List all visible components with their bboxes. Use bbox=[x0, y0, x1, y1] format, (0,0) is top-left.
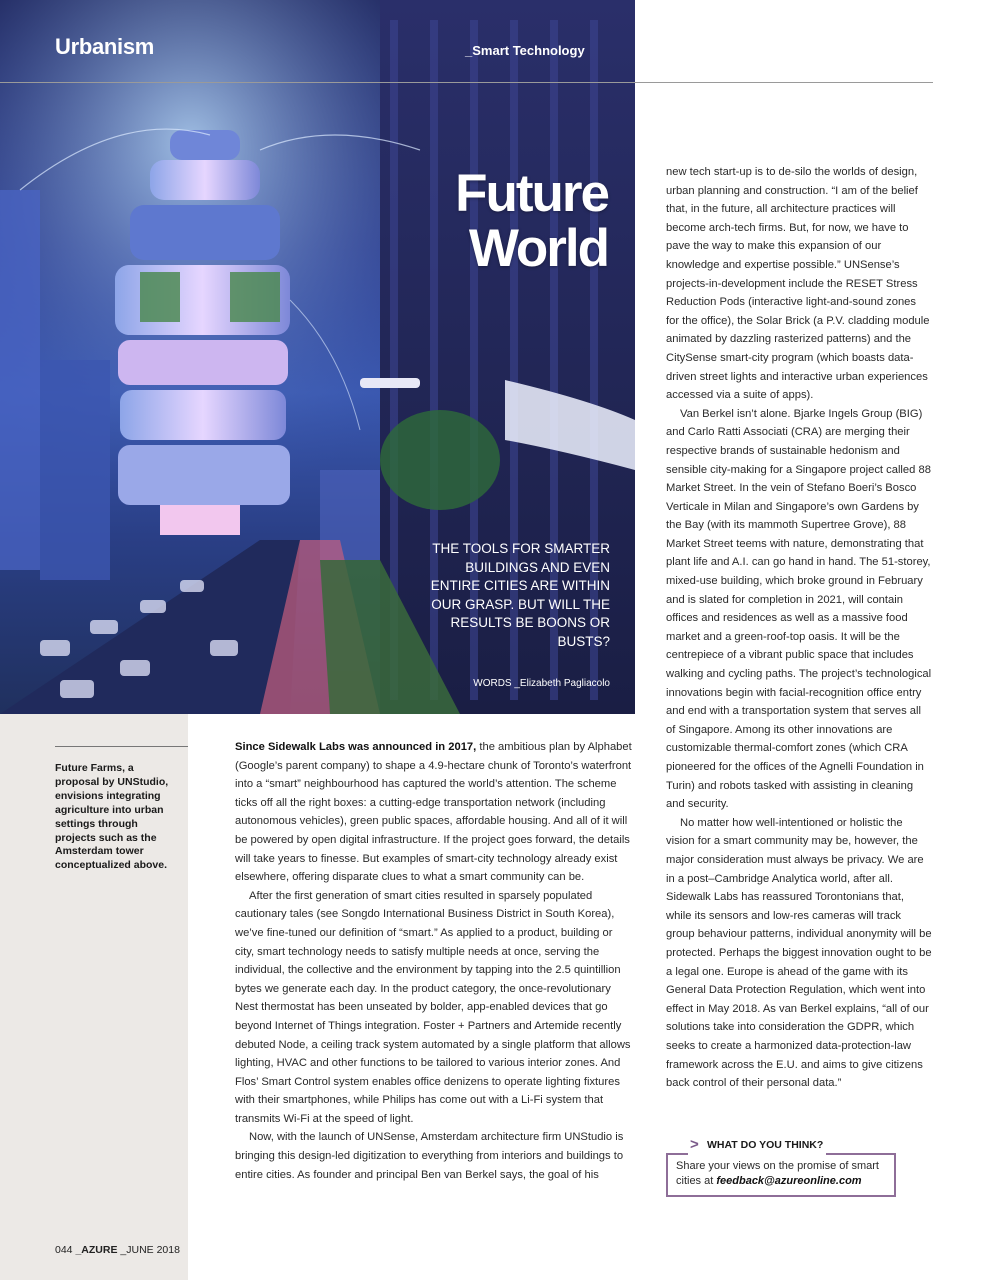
byline-label: WORDS bbox=[473, 678, 512, 689]
cta-heading: WHAT DO YOU THINK? bbox=[707, 1139, 824, 1151]
lead-in: Since Sidewalk Labs was announced in 2017, bbox=[235, 741, 477, 753]
headline bbox=[400, 166, 608, 276]
body-paragraph-6: No matter how well-intentioned or holistic the vision for a smart community may be, however, the major consideration must always be privacy. We are in a post–Cambridge Analytica world, after all. Sidewalk Labs has reassured Torontonians that, while its sensors and low-res cameras will track group behaviour patterns, individual anonymity will be protected. Perhaps the biggest innovation ought to be a legal one. Europe is ahead of the game with its General Data Protection Regulation, which went into effect in May 2018. As van Berkel explains, “all of our solutions take into consideration the GDPR, which seeks to create a harmonized data-protection-law framework across the E.U. and aims to give citizens back control of their personal data.” bbox=[666, 816, 932, 1090]
body-paragraph-1 bbox=[235, 738, 633, 887]
page-folio bbox=[55, 1244, 180, 1256]
headline-line-1: Future bbox=[455, 164, 608, 223]
feedback-email-link[interactable]: feedback@azureonline.com bbox=[716, 1175, 862, 1187]
caption-rule bbox=[55, 746, 188, 747]
image-caption: Future Farms, a proposal by UNStudio, envisions integrating agriculture into urban settings through projects such as the Amsterdam tower conceptualized above. bbox=[55, 762, 169, 872]
section-label: Urbanism bbox=[55, 34, 155, 59]
issue-date: _JUNE 2018 bbox=[120, 1244, 180, 1256]
page-number: 044 bbox=[55, 1244, 73, 1256]
byline bbox=[420, 678, 610, 689]
byline-name: _Elizabeth Pagliacolo bbox=[514, 678, 610, 689]
section-subtitle: _Smart Technology bbox=[465, 43, 585, 58]
headline-line-2: World bbox=[468, 219, 608, 278]
cta-box bbox=[666, 1153, 896, 1197]
body-paragraph-4: new tech start-up is to de-silo the worlds of design, urban planning and construction. “I am of the belief that, in the future, all architecture practices will become arch-tech firms. But, for now, we have to pave the way to make this expansion of our knowledge and expertise possible.” UNSense’s projects-in-development include the RESET Stress Reduction Pods (interactive light-and-sound zones for the office), the Solar Brick (a P.V. cladding module animated by dazzling rasterized patterns) and the CitySense smart-city program (which boasts data-driven street lights and interactive urban experiences accessed via a suite of apps). bbox=[666, 166, 930, 402]
cta-text: Share your views on the promise of smart cities at bbox=[676, 1160, 879, 1187]
body-column-middle bbox=[235, 738, 633, 1184]
header-rule bbox=[0, 82, 933, 83]
deck-text: THE TOOLS FOR SMARTER BUILDINGS AND EVEN ENTIRE CITIES ARE WITHIN OUR GRASP. BUT WILL THE RESULTS BE BOONS OR BUSTS? bbox=[430, 541, 610, 649]
paragraph-1-text: the ambitious plan by Alphabet (Google’s parent company) to shape a 4.9-hectare chunk of Toronto’s waterfront into a “smart” neighbourhood has captured the world’s attention. The scheme ticks off all the right boxes: a cutting-edge transportation network (including autonomous vehicles), green public spaces, affordable housing. And all of it will be powered by open digital infrastructure. If the project goes forward, the details will take years to finesse. But examples of smart-city technology already exist elsewhere, offering disparate clues to what a smart community can be. bbox=[235, 741, 632, 884]
body-paragraph-5: Van Berkel isn’t alone. Bjarke Ingels Group (BIG) and Carlo Ratti Associati (CRA) are merging their respective brands of sustainable hedonism and sensible city-making for a Singapore project called 88 Market Street. In the vein of Stefano Boeri’s Bosco Verticale in Milan and Singapore’s own Gardens by the Bay (with its mammoth Supertree Grove), 88 Market Street teems with nature, demonstrating that plant life and A.I. can go hand in hand. The 51-storey, mixed-use building, which broke ground in February and is slated for completion in 2021, will contain offices and residences as well as a massive food market and a green-roof-top oasis. It will be the centrepiece of a vibrant public space that includes walking and cycling paths. The project’s technological innovations begin with facial-recognition office entry and end with a transportation system that serves all of Singapore. Among its other innovations are customizable thermal-comfort zones (which CRA pioneered for the offices of the Agnelli Foundation in Turin) and robots tasked with assisting in cleaning and security. bbox=[666, 407, 932, 811]
body-column-right bbox=[666, 163, 932, 1093]
cta-arrow-icon: > bbox=[690, 1136, 699, 1153]
body-paragraph-3: Now, with the launch of UNSense, Amsterdam architecture firm UNStudio is bringing this design-led digitization to everything from interiors and buildings to entire cities. As founder and principal Ben van Berkel says, the goal of his bbox=[235, 1131, 624, 1181]
magazine-name: _AZURE bbox=[75, 1244, 118, 1256]
body-paragraph-2: After the first generation of smart cities resulted in sparsely populated cautionary tales (see Songdo International Business District in South Korea), we’ve fine-tuned our definition of “smart.” As applied to a product, building or city, smart technology needs to satisfy multiple needs at once, serving the individual, the collective and the environment by tapping into the 2.5 quintillion bytes we generate each day. In the product category, the once-revolutionary Nest thermostat has been unseated by bolder, app-enabled devices that go beyond Internet of Things integration. Foster + Partners and Artemide recently debuted Node, a ceiling track system automated by a single platform that allows lighting, HVAC and other functions to be tailored to various interior zones. And Flos’ Smart Control system enables office denizens to operate lighting fixtures with their smartphones, while Philips has come out with a Li-Fi system that transmits Wi-Fi at the speed of light. bbox=[235, 889, 631, 1125]
